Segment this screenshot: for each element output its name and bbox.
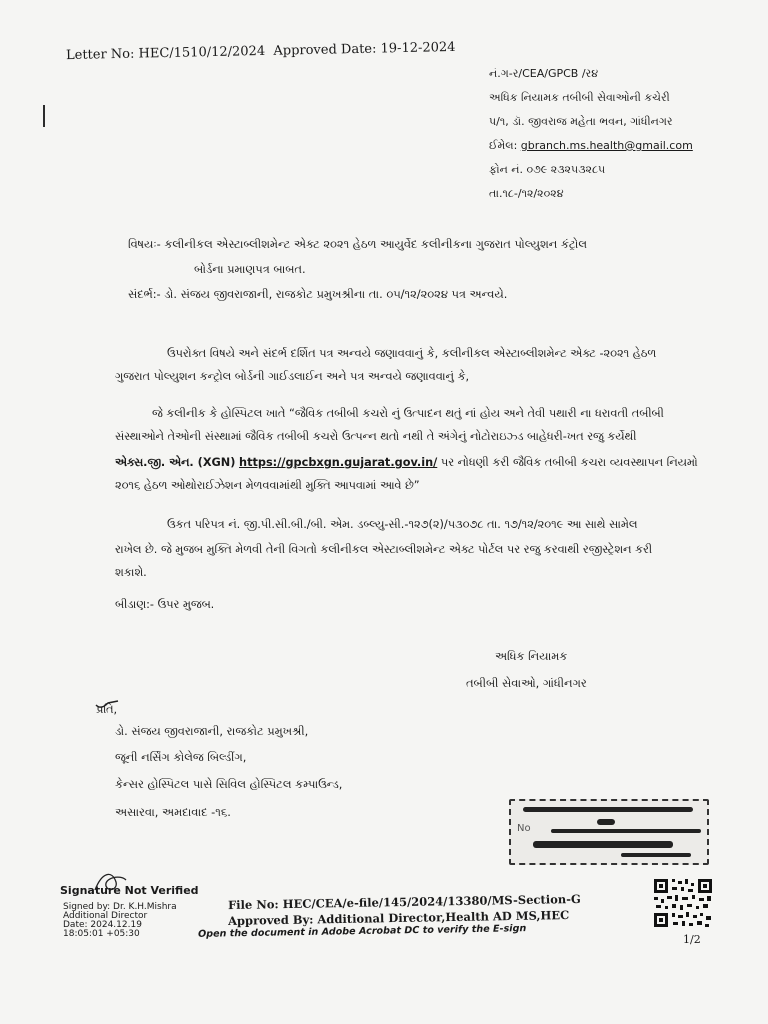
enclosure-line: બીડાણ:- ઉપર મુજબ.: [115, 598, 215, 611]
para3-line3: શકાશે.: [115, 566, 147, 579]
qr-code-icon[interactable]: [652, 877, 714, 929]
esign-signed-by: Signed by: Dr. K.H.Mishra: [63, 902, 177, 912]
office-address: પ/૧, ડૉ. જીવરાજ મહેતા ભવન, ગાંધીનગર: [489, 115, 673, 128]
para1-line1: ઉપરોક્ત વિષયે અને સંદર્ભ દર્શિત પત્ર અન્વયે જણાવવાનું કે, કલીનીકલ એસ્ટાબ્લીશમેન્ટ એક્ટ -૨૦૨૧ હેઠળ: [167, 347, 657, 360]
recipient-line-4: અસારવા, અમદાવાદ -૧૬.: [115, 805, 231, 819]
para2-line4: ૨૦૧૬ હેઠળ ઓથોરાઈઝેશન મેળવવામાંથી મુક્તિ આપવામાં આવે છે”: [115, 479, 420, 492]
margin-mark: [43, 105, 45, 127]
stamp-no-label: No: [517, 823, 531, 834]
footer-approved-by: Approved By: Additional Director,Health AD MS,HEC: [227, 908, 570, 928]
office-ref-number: નં.ગ-ર/CEA/GPCB /ર૪: [489, 67, 599, 80]
stamp-scribble: [597, 819, 615, 825]
recipient-label: પ્રતિ,: [96, 702, 118, 716]
para3-line1: ઉકત પરિપત્ર નં. જી.પી.સી.બી./બી. એમ. ડબ્લ્યુ-સી.-૧૨૭(૨)/પ૩૦૭૮ તા. ૧૭/૧૨/૨૦૧૯ આ સાથે સામેલ: [167, 518, 638, 531]
stamp-scribble: [551, 829, 701, 833]
recipient-line-2: જૂની નર્સિંગ કોલેજ બિલ્ડીંગ,: [115, 750, 247, 764]
para2-line3: [115, 451, 698, 474]
para2-line1: જે કલીનીક કે હોસ્પિટલ ખાતે “જૈવિક તબીબી કચરો નું ઉત્પાદન થતું નાં હોય અને તેવી પથારી ના ધરાવતી તબીબી: [152, 407, 664, 420]
approved-date: Approved Date: 19-12-2024: [273, 39, 456, 59]
subject-line-2: બોર્ડના પ્રમાણપત્ર બાબત.: [194, 262, 306, 276]
inward-stamp: [509, 799, 709, 865]
xgn-label: એક્સ.જી. એન. (XGN): [115, 456, 236, 469]
stamp-scribble: [523, 807, 693, 812]
reference-line: સંદર્ભ:- ડો. સંજય જીવરાજાની, રાજકોટ પ્રમુખશ્રીના તા. ૦૫/૧૨/૨૦૨૪ પત્ર અન્વયે.: [128, 287, 508, 301]
signatory-department: તબીબી સેવાઓ, ગાંધીનગર: [466, 676, 587, 690]
recipient-line-1: ડો. સંજય જીવરાજાની, રાજકોટ પ્રમુખશ્રી,: [115, 724, 309, 738]
esign-time: 18:05:01 +05:30: [63, 929, 140, 939]
esign-designation: Additional Director: [63, 911, 148, 921]
email-link[interactable]: gbranch.ms.health@gmail.com: [520, 139, 693, 152]
para1-line2: ગુજરાત પોલ્યુશન કન્ટ્રોલ બોર્ડની ગાઈડલાઈન અને પત્ર અન્વયે જણાવવાનું કે,: [115, 370, 470, 383]
para3-line2: રાખેલ છે. જે મુજબ મુક્તિ મેળવી તેની વિગતો કલીનીકલ એસ્ટાબ્લીશમેન્ટ એક્ટ પોર્ટલ પર રજુ કરવાથી રજીસ્ટ્રેશન કરી: [115, 543, 653, 556]
signatory-title: અધિક નિયામક: [495, 649, 568, 663]
footer-esign-note: Open the document in Adobe Acrobat DC to verify the E-sign: [197, 923, 527, 940]
office-email: [489, 134, 693, 157]
esign-status: Signature Not Verified: [60, 884, 199, 897]
signature-scribble: [90, 868, 130, 896]
email-label: ઈમેલ:: [489, 139, 518, 152]
office-name: અધિક નિયામક તબીબી સેવાઓની કચેરી: [489, 91, 670, 104]
letter-number: Letter No: HEC/1510/12/2024: [65, 43, 266, 64]
office-phone: ફોન નં. ૦૭૯ ૨૩૨૫૩૨૮૫: [489, 163, 606, 176]
esign-date: Date: 2024.12.19: [63, 920, 142, 930]
recipient-line-3: કેન્સર હોસ્પિટલ પાસે સિવિલ હોસ્પિટલ કમ્પાઉન્ડ,: [115, 777, 343, 791]
page-number: 1/2: [683, 933, 701, 946]
subject-line-1: વિષયઃ- કલીનીકલ એસ્ટાબ્લીશમેન્ટ એક્ટ ૨૦૨૧ હેઠળ આયુર્વેદ કલીનીકના ગુજરાત પોલ્યુશન કંટ્રોલ: [128, 237, 587, 251]
letter-header: [66, 40, 456, 63]
para2-line2: સંસ્થાઓને તેઓની સંસ્થામાં જૈવિક તબીબી કચરો ઉત્પન્ન થતો નથી તે અંગેનું નોટોરાઇઝ્ડ બાહેધરી-ખત રજુ કર્યેથી: [115, 430, 637, 443]
stamp-scribble: [533, 841, 673, 848]
letter-date: તા.૧૮-/૧૨/૨૦૨૪: [489, 187, 564, 200]
footer-file-number: File No: HEC/CEA/e-file/145/2024/13380/MS-Section-G: [227, 891, 581, 913]
recipient-tick-mark: [94, 697, 120, 711]
xgn-portal-link[interactable]: https://gpcbxgn.gujarat.gov.in/: [239, 456, 438, 469]
xgn-registration-text: પર નોધણી કરી જૈવિક તબીબી કચરા વ્યવસ્થાપન નિયમો: [440, 456, 698, 469]
stamp-scribble: [621, 853, 691, 857]
